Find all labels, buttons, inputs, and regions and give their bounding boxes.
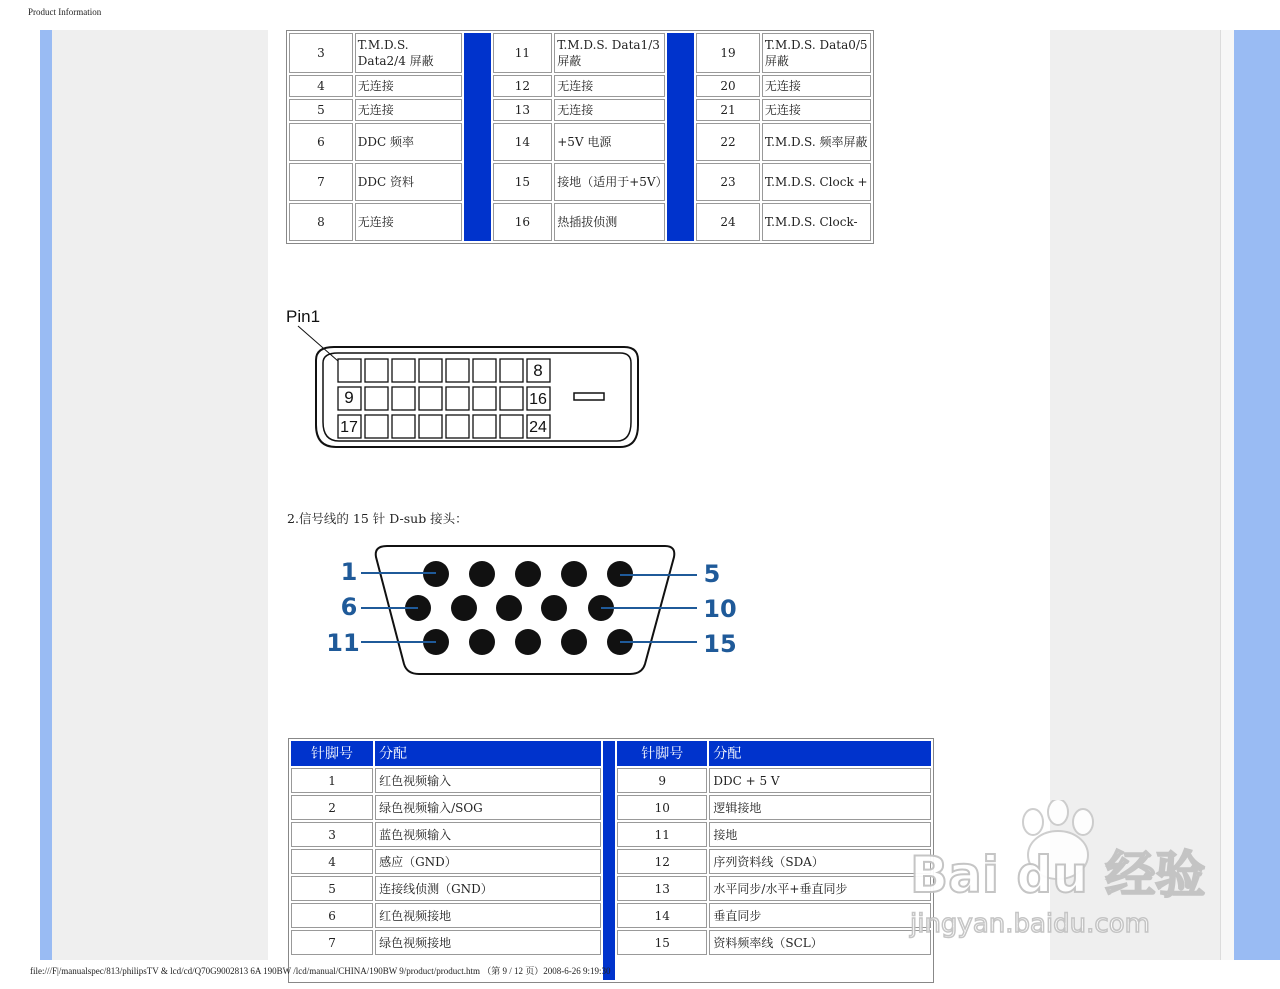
pin-signal: 红色视频输入 [375,768,601,793]
left-grey-margin [52,30,268,960]
pin-number: 7 [289,163,353,201]
dvi-pin-table [286,30,874,244]
pin-signal: +5V 电源 [554,123,665,161]
vga-pin [561,561,587,587]
pin-signal: 无连接 [355,203,462,241]
left-blue-stripe [40,30,52,960]
pin-signal: T.M.D.S. 频率屏蔽 [762,123,871,161]
pin-signal: 蓝色视频输入 [375,822,601,847]
pin-number: 5 [291,876,373,901]
pin-signal: 绿色视频接地 [375,930,601,955]
pin-signal: 接地（适用于+5V） [554,163,665,201]
vga-label-5: 5 [703,560,721,588]
table-row [289,203,871,241]
pin-signal: DDC 资料 [355,163,462,201]
right-edge-panel [1220,30,1235,960]
pin-label-24: 24 [529,419,547,436]
dvi-pin-socket [473,387,496,410]
pin-number: 12 [493,75,553,97]
pin-number: 14 [617,903,707,928]
pin-number: 1 [291,768,373,793]
pin-signal: 无连接 [355,99,462,121]
empty-cell [709,957,931,980]
pin-number: 15 [493,163,553,201]
dvi-pin-socket [419,387,442,410]
pin-signal: 连接线侦测（GND） [375,876,601,901]
pin-number: 14 [493,123,553,161]
pin-number: 15 [617,930,707,955]
vga-pin [496,595,522,621]
table-row [289,99,871,121]
pin-number: 3 [291,822,373,847]
table-header-row [291,741,931,766]
pin-number: 5 [289,99,353,121]
pin-number: 4 [289,75,353,97]
pin-number: 21 [696,99,760,121]
pin-number: 11 [617,822,707,847]
pin-number: 19 [696,33,760,73]
pin-number: 22 [696,123,760,161]
pin-signal: 绿色视频输入/SOG [375,795,601,820]
empty-cell [617,957,707,980]
pin-signal: 无连接 [355,75,462,97]
pin-signal: 水平同步/水平+垂直同步 [709,876,931,901]
watermark-brand: Bai du 经验 [910,846,1206,904]
watermark-url: jingyan.baidu.com [910,909,1150,939]
column-separator [464,33,491,241]
pin-number: 2 [291,795,373,820]
baidu-jingyan-watermark [908,800,1208,950]
pin-signal: 感应（GND） [375,849,601,874]
vga-pin [451,595,477,621]
pin1-label: Pin1 [286,307,321,326]
dvi-pin-socket [365,387,388,410]
vga-pin-table [288,738,934,983]
dvi-pin-socket [365,359,388,382]
vga-pin [469,561,495,587]
right-blue-stripe [1234,30,1280,960]
pin-number: 24 [696,203,760,241]
pin-number: 12 [617,849,707,874]
dvi-pin-socket [500,415,523,438]
pin-label-8: 8 [533,361,543,380]
pin-signal: DDC + 5 V [709,768,931,793]
pin-signal: 接地 [709,822,931,847]
pin-number: 7 [291,930,373,955]
pin-number: 23 [696,163,760,201]
table-row [289,123,871,161]
header-pin: 针脚号 [291,741,373,766]
pin-number: 10 [617,795,707,820]
page-header-title: Product Information [28,7,102,17]
dvi-pin-socket [392,359,415,382]
pin-number: 4 [291,849,373,874]
pin-signal: 红色视频接地 [375,903,601,928]
dvi-pin-socket [500,359,523,382]
pin-signal: DDC 频率 [355,123,462,161]
pin-label-17: 17 [340,419,358,436]
pin-number: 16 [493,203,553,241]
pin-signal: 序列资料线（SDA） [709,849,931,874]
pin-signal: 无连接 [554,75,665,97]
pin-signal: 逻辑接地 [709,795,931,820]
dvi-pin-socket [473,359,496,382]
vga-label-10: 10 [703,595,737,623]
dvi-pin-socket [392,415,415,438]
pin-number: 8 [289,203,353,241]
vga-pin [469,629,495,655]
table-row [289,75,871,97]
dvi-pin-socket [365,415,388,438]
vga-pin [515,629,541,655]
dvi-pin-socket [446,415,469,438]
pin-signal: 垂直同步 [709,903,931,928]
page-footer-path: file:///F|/manualspec/813/philipsTV & lcd/cd/Q70G9002813 6A 190BW /lcd/manual/CHINA/190BW 9/product/product.htm （第 9 / 12 页）2008-6-26 9:19:30 [30,966,611,976]
column-separator [667,33,694,241]
vga-pin [515,561,541,587]
pin-number: 13 [493,99,553,121]
vga-label-6: 6 [340,593,358,621]
table-row [289,163,871,201]
pin-signal: T.M.D.S. Data1/3 屏蔽 [554,33,665,73]
pin-number: 9 [617,768,707,793]
pin-signal: T.M.D.S. Clock + [762,163,871,201]
pin-number: 13 [617,876,707,901]
analog-ground-blade [574,393,604,400]
pin-signal: T.M.D.S. Clock- [762,203,871,241]
dvi-pin-socket [419,359,442,382]
pin-grid [338,359,550,438]
dvi-pin-socket [500,387,523,410]
vga-connector-diagram [325,540,745,680]
pin-label-9: 9 [344,388,354,407]
pin-signal: T.M.D.S. Data2/4 屏蔽 [355,33,462,73]
dvi-pin-socket [338,359,361,382]
pin-number: 3 [289,33,353,73]
pin-number: 6 [289,123,353,161]
column-separator [603,741,615,980]
dvi-pin-socket [446,359,469,382]
dvi-pin-socket [392,387,415,410]
pin-number: 20 [696,75,760,97]
header-pin: 针脚号 [617,741,707,766]
pin-signal: 无连接 [762,75,871,97]
pin-number: 6 [291,903,373,928]
vga-label-11: 11 [326,629,360,657]
vga-pin [561,629,587,655]
pin-number: 11 [493,33,553,73]
pin-signal: 热插拔侦测 [554,203,665,241]
table-row [289,33,871,73]
vga-label-15: 15 [703,630,737,658]
pin-signal: 无连接 [762,99,871,121]
pin-signal: 资料频率线（SCL） [709,930,931,955]
header-assignment: 分配 [375,741,601,766]
pin-signal: T.M.D.S. Data0/5 屏蔽 [762,33,871,73]
pin-label-16: 16 [529,391,547,408]
dvi-pin-socket [473,415,496,438]
vga-label-1: 1 [340,558,358,586]
dvi-pin-socket [419,415,442,438]
header-assignment: 分配 [709,741,931,766]
vga-pin [541,595,567,621]
vga-caption: 2.信号线的 15 针 D-sub 接头： [287,511,468,526]
pin-signal: 无连接 [554,99,665,121]
dvi-connector-diagram [284,300,654,460]
dvi-pin-socket [446,387,469,410]
